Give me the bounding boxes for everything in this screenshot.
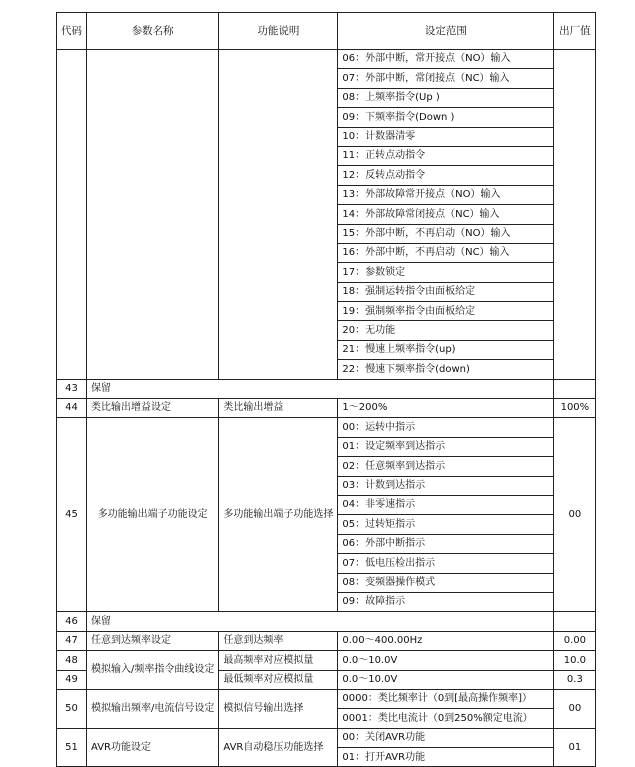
p50-code: 50 <box>57 689 87 728</box>
header-function: 功能说明 <box>219 13 338 50</box>
header-range: 设定范围 <box>338 13 554 50</box>
p49-default: 0.3 <box>554 670 596 689</box>
p47-code: 47 <box>57 631 87 650</box>
p50-default: 00 <box>554 689 596 728</box>
p43-name: 保留 <box>87 379 554 398</box>
p44-function: 类比输出增益 <box>219 399 338 418</box>
p45-option: 02：任意频率到达指示 <box>338 457 554 476</box>
p51-name: AVR功能设定 <box>87 728 219 767</box>
header-row <box>57 13 596 50</box>
p42-option: 19：强制频率指令由面板给定 <box>338 302 554 321</box>
p50-name: 模拟输出频率/电流信号设定 <box>87 689 219 728</box>
p48-function: 最高频率对应模拟量 <box>219 651 338 670</box>
p45-name: 多功能输出端子功能设定 <box>87 418 219 612</box>
p49-function: 最低频率对应模拟量 <box>219 670 338 689</box>
p51-code: 51 <box>57 728 87 767</box>
table-row <box>57 728 596 747</box>
parameter-table <box>56 12 596 767</box>
p51-option: 01：打开AVR功能 <box>338 748 554 767</box>
p45-option: 07：低电压检出指示 <box>338 554 554 573</box>
p42-option: 17：参数锁定 <box>338 263 554 282</box>
p42-option: 21：慢速上频率指令(up) <box>338 340 554 359</box>
p48-code: 48 <box>57 651 87 670</box>
p44-code: 44 <box>57 399 87 418</box>
p47-default: 0.00 <box>554 631 596 650</box>
p50-option: 0001：类比电流计（0到250%额定电流） <box>338 709 554 728</box>
p45-option: 01：设定频率到达指示 <box>338 437 554 456</box>
table-row <box>57 50 596 69</box>
p45-function: 多功能输出端子功能选择 <box>219 418 338 612</box>
p44-name: 类比输出增益设定 <box>87 399 219 418</box>
p42-option: 08：上频率指令(Up ) <box>338 88 554 107</box>
p45-option: 03：计数到达指示 <box>338 476 554 495</box>
p45-option: 04：非零速指示 <box>338 495 554 514</box>
p51-option: 00：关闭AVR功能 <box>338 728 554 747</box>
header-param-name: 参数名称 <box>87 13 219 50</box>
p45-option: 00：运转中指示 <box>338 418 554 437</box>
p42-function-cell <box>219 50 338 380</box>
p48-default: 10.0 <box>554 651 596 670</box>
p42-option: 15：外部中断，不再启动（NO）输入 <box>338 224 554 243</box>
p47-range: 0.00～400.00Hz <box>338 631 554 650</box>
p45-option: 09：故障指示 <box>338 592 554 611</box>
p46-code: 46 <box>57 612 87 631</box>
p51-function: AVR自动稳压功能选择 <box>219 728 338 767</box>
p47-name: 任意到达频率设定 <box>87 631 219 650</box>
p48-49-name: 模拟输入/频率指令曲线设定 <box>87 651 219 690</box>
p42-code-cell <box>57 50 87 380</box>
p42-option: 12：反转点动指令 <box>338 166 554 185</box>
p44-default: 100% <box>554 399 596 418</box>
table-row <box>57 689 596 708</box>
p42-option: 20：无功能 <box>338 321 554 340</box>
p42-default-cell <box>554 50 596 380</box>
p43-default-cell <box>554 379 596 398</box>
p50-option: 0000：类比频率计（0到[最高操作频率]） <box>338 689 554 708</box>
p42-name-cell <box>87 50 219 380</box>
p45-default: 00 <box>554 418 596 612</box>
header-default: 出厂值 <box>554 13 596 50</box>
p49-code: 49 <box>57 670 87 689</box>
p42-option: 07：外部中断，常闭接点（NC）输入 <box>338 69 554 88</box>
p44-range: 1～200% <box>338 399 554 418</box>
p43-code: 43 <box>57 379 87 398</box>
p45-code: 45 <box>57 418 87 612</box>
table-row <box>57 651 596 670</box>
p42-option: 22：慢速下频率指令(down) <box>338 360 554 379</box>
p45-option: 08：变频器操作模式 <box>338 573 554 592</box>
p51-default: 01 <box>554 728 596 767</box>
p42-option: 18：强制运转指令由面板给定 <box>338 282 554 301</box>
p50-function: 模拟信号输出选择 <box>219 689 338 728</box>
p42-option: 13：外部故障常开接点（NO）输入 <box>338 185 554 204</box>
p49-range: 0.0～10.0V <box>338 670 554 689</box>
table-row <box>57 399 596 418</box>
p47-function: 任意到达频率 <box>219 631 338 650</box>
header-code: 代码 <box>57 13 87 50</box>
table-row <box>57 612 596 631</box>
p48-range: 0.0～10.0V <box>338 651 554 670</box>
p42-option: 16：外部中断，不再启动（NC）输入 <box>338 243 554 262</box>
table-row <box>57 379 596 398</box>
p42-option: 14：外部故障常闭接点（NC）输入 <box>338 205 554 224</box>
p45-option: 05：过转矩指示 <box>338 515 554 534</box>
p42-option: 06：外部中断，常开接点（NO）输入 <box>338 50 554 69</box>
p46-name: 保留 <box>87 612 554 631</box>
p42-option: 10：计数器清零 <box>338 127 554 146</box>
table-row <box>57 418 596 437</box>
p45-option: 06：外部中断指示 <box>338 534 554 553</box>
p42-option: 11：正转点动指令 <box>338 146 554 165</box>
table-row <box>57 631 596 650</box>
p46-default-cell <box>554 612 596 631</box>
p42-option: 09：下频率指令(Down ) <box>338 108 554 127</box>
